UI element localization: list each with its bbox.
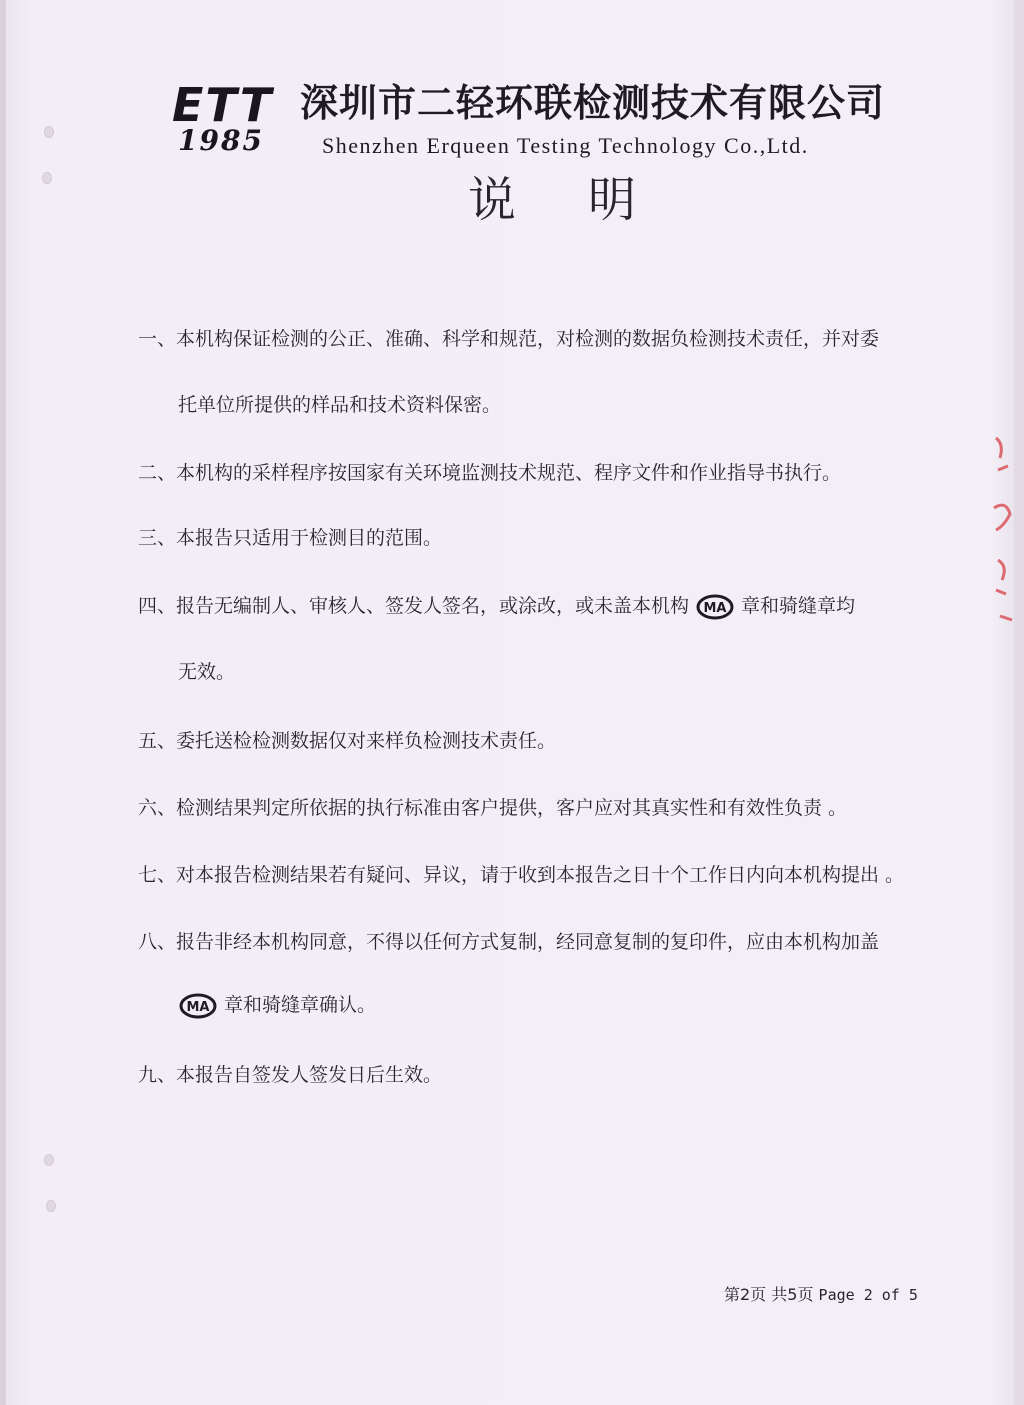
punch-hole <box>42 172 52 184</box>
logo-year-text: 1985 <box>178 124 264 157</box>
clause-1: 一、本机构保证检测的公正、准确、科学和规范，对检测的数据负检测技术责任，并对委 <box>138 328 880 350</box>
clause-4 <box>138 593 855 620</box>
page-number <box>724 1284 918 1306</box>
clause-8-continuation <box>178 992 376 1019</box>
seam-stamp-fragment <box>990 430 1020 630</box>
clause-5: 五、委托送检检测数据仅对来样负检测技术责任。 <box>138 730 557 752</box>
clause-9: 九、本报告自签发人签发日后生效。 <box>138 1064 443 1086</box>
clause-1-continuation: 托单位所提供的样品和技术资料保密。 <box>178 394 502 416</box>
clause-4-text-before: 四、报告无编制人、审核人、签发人签名，或涂改，或未盖本机构 <box>138 595 690 617</box>
company-logo <box>172 78 290 160</box>
cma-mark-icon <box>695 594 735 620</box>
clause-8-text-after: 章和骑缝章确认。 <box>224 994 377 1016</box>
clause-4-continuation: 无效。 <box>178 661 236 683</box>
page-edge-right <box>1014 0 1024 1405</box>
cma-mark-label: MA <box>703 600 727 616</box>
cma-mark-icon <box>178 993 218 1019</box>
page-edge-left <box>0 0 6 1405</box>
clause-8: 八、报告非经本机构同意，不得以任何方式复制，经同意复制的复印件，应由本机构加盖 <box>138 931 880 953</box>
clause-2: 二、本机构的采样程序按国家有关环境监测技术规范、程序文件和作业指导书执行。 <box>138 462 842 484</box>
clause-4-text-after: 章和骑缝章均 <box>741 595 856 617</box>
logo-ett-text: ETT <box>172 78 274 132</box>
cma-mark-label: MA <box>186 999 210 1015</box>
clause-6: 六、检测结果判定所依据的执行标准由客户提供，客户应对其真实性和有效性负责 。 <box>138 797 848 819</box>
punch-hole <box>46 1200 56 1212</box>
page-number-chinese: 第2页 共5页 <box>724 1285 814 1304</box>
page-number-english: Page 2 of 5 <box>818 1286 918 1304</box>
clause-3: 三、本报告只适用于检测目的范围。 <box>138 527 443 549</box>
document-title: 说明 <box>468 172 709 228</box>
company-name-chinese: 深圳市二轻环联检测技术有限公司 <box>300 81 886 125</box>
punch-hole <box>44 1154 54 1166</box>
clause-7: 七、对本报告检测结果若有疑问、异议，请于收到本报告之日十个工作日内向本机构提出 。 <box>138 864 905 886</box>
punch-hole <box>44 126 54 138</box>
company-name-english: Shenzhen Erqueen Testing Technology Co.,Ltd. <box>322 133 809 158</box>
